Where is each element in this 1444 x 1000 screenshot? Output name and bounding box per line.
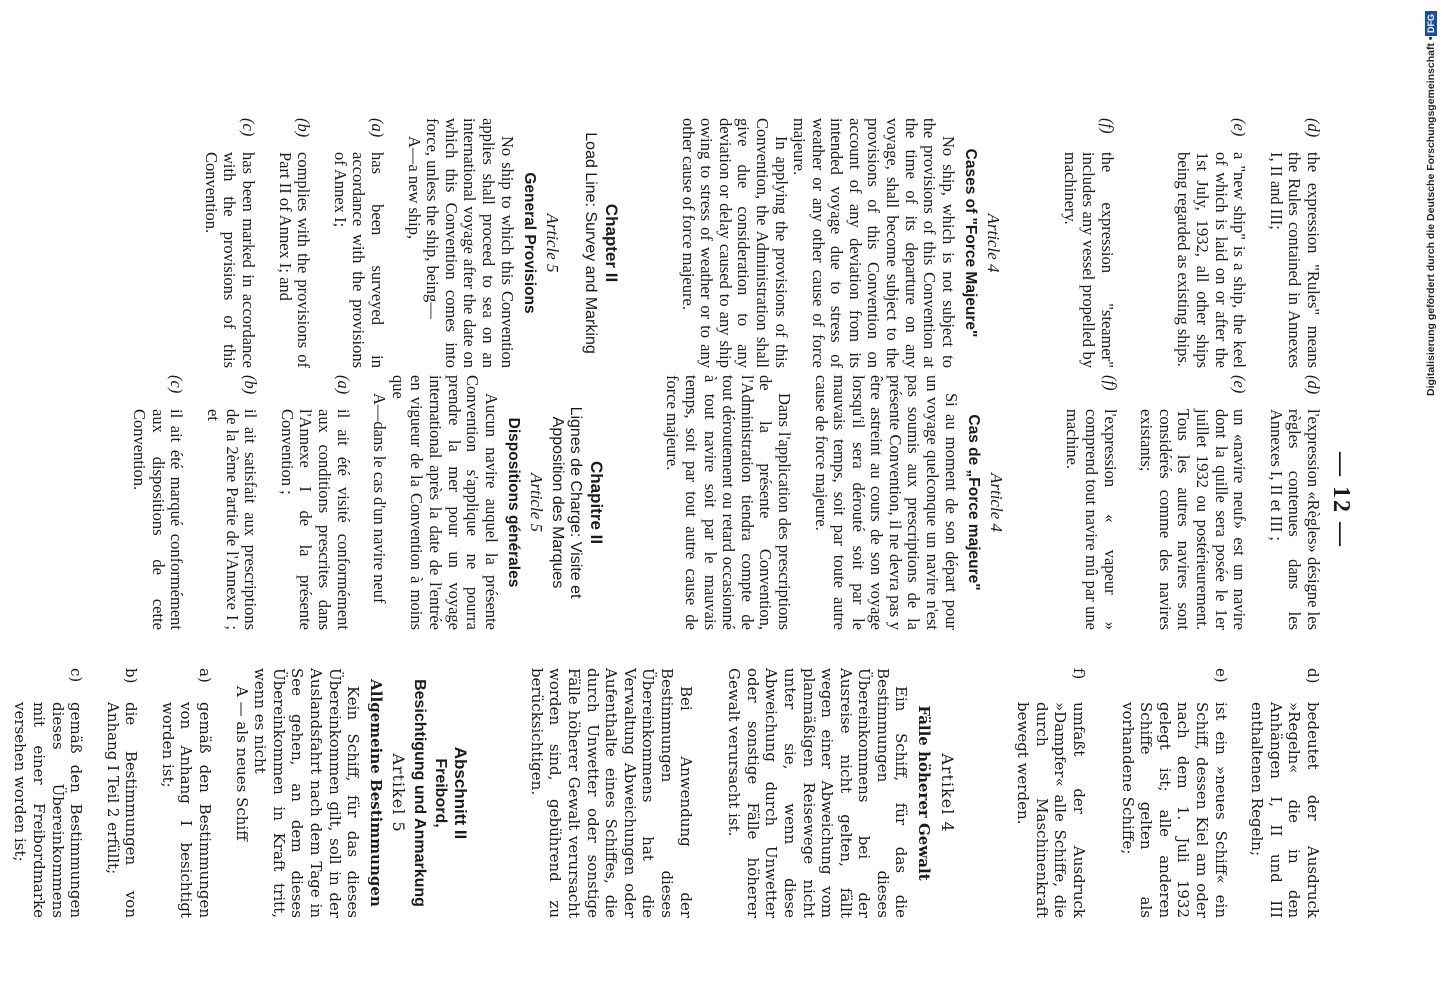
- fr-a-label: (a): [333, 375, 353, 395]
- fr-a-text: il ait été visité conformément aux conditions prescrites dans l'Annexe I de la présente Convention ;: [277, 409, 353, 630]
- fr-article-5-title: Dispositions générales: [505, 417, 523, 588]
- de-e-text: ist ein »neues Schiff« ein Schiff, dessen Kiel am oder nach dem 1. Juli 1932 gelegt ist; alle anderen Schiffe gelten als vorhandene Schiffe;: [1118, 702, 1230, 918]
- fr-article-5-paragraph: Aucun navire auquel la présente Convention s'applique ne pourra prendre la mer pour un voyage international après la date de l'entrée en vigueur de la Convention à moins que: [388, 375, 501, 630]
- fr-b-text: il ait satisfait aux prescriptions de la 2ème Partie de l'Annexe I ; et: [204, 409, 261, 630]
- fr-article-4-paragraph-2: Dans l'application des prescriptions de la présente Convention, l'Administration tiendra compte de tout déroutement ou retard occasionné à tout navire soit par le mauvais temps, soit par tout autre cause de force majeure.: [663, 375, 794, 630]
- de-chapter-heading: Abschnitt II: [451, 746, 471, 840]
- de-condition-b: [103, 668, 140, 918]
- en-f-text: the expression "steamer" includes any vessel propelled by machinery.: [1060, 152, 1117, 368]
- page-number: — 12 —: [1328, 452, 1354, 548]
- de-chapter-subtitle-1: Freibord,: [431, 758, 449, 828]
- fr-condition-c: [130, 375, 186, 630]
- en-definition-e: [1174, 118, 1248, 368]
- en-new-ship-line: A—a new ship,: [404, 136, 424, 240]
- en-definition-d: [1266, 118, 1322, 368]
- fr-article-4-heading: Article 4: [986, 472, 1006, 532]
- de-article-4-title: Fälle höherer Gewalt: [915, 705, 934, 881]
- de-article-4-paragraph-1: Ein Schiff, für das die Bestimmungen dieses Übereinkommens bei der Ausreise nicht gelten, fällt wegen einer Abweichung vom planmäßigen Reisewege nicht unter sie, wenn diese Abweichung durch Unwetter oder sonstige Fälle höherer Gewalt verursacht ist.: [725, 668, 911, 918]
- fr-f-text: l'expression « vapeur » comprend tout navire mû par une machine.: [1063, 409, 1120, 630]
- en-definition-f: [1060, 118, 1116, 368]
- english-column: [201, 118, 1322, 368]
- en-c-label: (c): [239, 118, 259, 137]
- digitization-credit: [1418, 6, 1444, 396]
- de-chapter-subtitle-2: Besichtigung und Anmarkung: [411, 679, 429, 907]
- de-f-text: umfaßt der Ausdruck »Dampfer« alle Schiffe, die durch Maschinenkraft bewegt werden.: [1014, 702, 1089, 918]
- de-article-5-paragraph: Kein Schiff, für das dieses Übereinkommen gilt, soll in der Auslandsfahrt nach dem Tage in See gehen, an dem dieses Übereinkommen in Kraft tritt, wenn es nicht: [251, 668, 363, 918]
- de-c-label: c): [67, 668, 86, 683]
- de-condition-a: [158, 668, 214, 918]
- de-definition-d: [1248, 668, 1322, 918]
- fr-article-4-title: Cas de „Force majeure": [965, 414, 983, 591]
- credit-text: Digitalisierung gefördert durch die Deutsche Forschungsgemeinschaft •: [1425, 36, 1437, 396]
- en-article-5-heading: Article 5: [542, 213, 562, 273]
- en-b-label: (b): [294, 118, 314, 138]
- fr-e-text: un «navire neuf» est un navire dont la quille sera posée le 1er juillet 1932 ou postérieurement. Tous les autres navires sont considérés comme des navires existants;: [1137, 409, 1250, 630]
- en-c-text: has been marked in accordance with the provisions of this Convention.: [201, 152, 259, 368]
- fr-d-text: l'expression «Règles» désigne les règles contenues dans les Annexes I, II et III ;: [1266, 409, 1323, 630]
- de-condition-c: [11, 668, 85, 918]
- en-article-4-paragraph-2: In applying the provisions of this Convention, the Administration shall give due consideration to any deviation or delay caused to any ship owing to stress of weather or to any other cause of force majeure.: [678, 118, 791, 368]
- de-c-text: gemäß den Bestimmungen dieses Übereinkommens mit einer Freibordmarke versehen worden ist;: [11, 702, 86, 918]
- de-d-label: d): [1304, 668, 1322, 684]
- fr-definition-f: [1063, 375, 1119, 630]
- fr-article-4-paragraph-1: Si au moment de son départ pour un voyage quelconque un navire n'est pas soumis aux prescriptions de la présente Convention, il ne devra pas y être astreint au cours de son voyage lorsqu'il sera dérouté soit par le mauvais temps, soit par toute autre cause de force majeure.: [811, 375, 961, 630]
- de-article-4-paragraph-2: Bei Anwendung der Bestimmungen dieses Übereinkommens hat die Verwaltung Abweichungen oder Aufenthalte eines Schiffes, die durch Unwetter oder sonstige Fälle höherer Gewalt verursacht worden sind, gebührend zu berücksichtigen.: [527, 668, 695, 918]
- de-f-label: f): [1070, 668, 1089, 680]
- fr-b-label: (b): [241, 375, 261, 395]
- de-a-label: a): [196, 668, 215, 683]
- de-article-5-title: Allgemeine Bestimmungen: [366, 679, 385, 907]
- en-article-5-title: General Provisions: [521, 172, 539, 314]
- de-e-label: e): [1211, 668, 1230, 683]
- en-chapter-heading: Chapter II: [601, 203, 621, 283]
- en-f-label: (f): [1097, 118, 1117, 134]
- en-condition-c: [201, 118, 257, 368]
- fr-article-5-heading: Article 5: [527, 472, 546, 532]
- fr-condition-a: [277, 375, 351, 630]
- fr-definition-d: [1266, 375, 1322, 630]
- fr-chapter-subtitle: Lignes de Charge: Visite et Apposition des Marques: [548, 406, 585, 599]
- en-a-text: has been surveyed in accordance with the provisions of Annex I;: [330, 152, 388, 368]
- en-a-label: (a): [368, 118, 388, 138]
- en-e-label: (e): [1230, 118, 1250, 137]
- en-chapter-subtitle: Load Line: Survey and Marking: [582, 132, 600, 354]
- de-definition-f: [1014, 668, 1088, 918]
- fr-e-label: (e): [1230, 375, 1250, 394]
- en-d-label: (d): [1304, 118, 1323, 138]
- en-d-text: the expression "Rules" means the Rules contained in Annexes I, II and III;: [1266, 152, 1323, 368]
- en-article-5-paragraph: No ship to which this Convention applies shall proceed to sea on an international voyage after the date on which this Convention comes into force, unless the ship, being—: [423, 118, 517, 368]
- de-new-ship-line: A — als neues Schiff: [232, 686, 251, 841]
- en-e-text: a "new ship" is a ship, the keel of which is laid on or after the 1st July, 1932, all other ships being regarded as existing ships.: [1174, 152, 1250, 368]
- de-b-label: b): [122, 668, 141, 684]
- fr-d-label: (d): [1304, 375, 1323, 395]
- de-definition-e: [1118, 668, 1230, 918]
- fr-new-ship-line: A—dans le cas d'un navire neuf: [370, 393, 390, 604]
- de-b-text: die Bestimmungen von Anhang I Teil 2 erfüllt;: [103, 702, 141, 918]
- fr-c-label: (c): [167, 375, 187, 394]
- fr-c-text: il ait été marqué conformément aux dispositions de cette Convention.: [130, 409, 187, 630]
- en-article-4-title: Cases of "Force Majeure": [962, 148, 980, 338]
- de-a-text: gemäß den Bestimmungen von Anhang I besichtigt worden ist;: [158, 702, 215, 918]
- fr-condition-b: [204, 375, 260, 630]
- french-column: [130, 375, 1322, 630]
- de-article-5-heading: Artikel 5: [389, 753, 409, 833]
- en-article-4-paragraph-1: No ship, which is not subject to the provisions of this Convention at the time of its departure on any voyage, shall become subject to the provisions of this Convention on account of any deviation from its intended voyage due to stress of weather or any other cause of force majeure.: [790, 118, 958, 368]
- german-column: [11, 668, 1322, 918]
- en-condition-b: [275, 118, 312, 368]
- fr-definition-e: [1137, 375, 1249, 630]
- de-article-4-heading: Artikel 4: [937, 753, 957, 833]
- en-condition-a: [330, 118, 386, 368]
- en-b-text: complies with the provisions of Part II of Annex I; and: [275, 152, 314, 368]
- fr-f-label: (f): [1100, 375, 1120, 391]
- de-d-text: bedeutet der Ausdruck »Regeln« die in den Anhängen I, II und III enthaltenen Regeln;: [1248, 702, 1322, 918]
- fr-chapter-heading: Chapitre II: [586, 460, 606, 545]
- en-article-4-heading: Article 4: [984, 213, 1004, 273]
- dfg-logo: DFG: [1425, 11, 1437, 36]
